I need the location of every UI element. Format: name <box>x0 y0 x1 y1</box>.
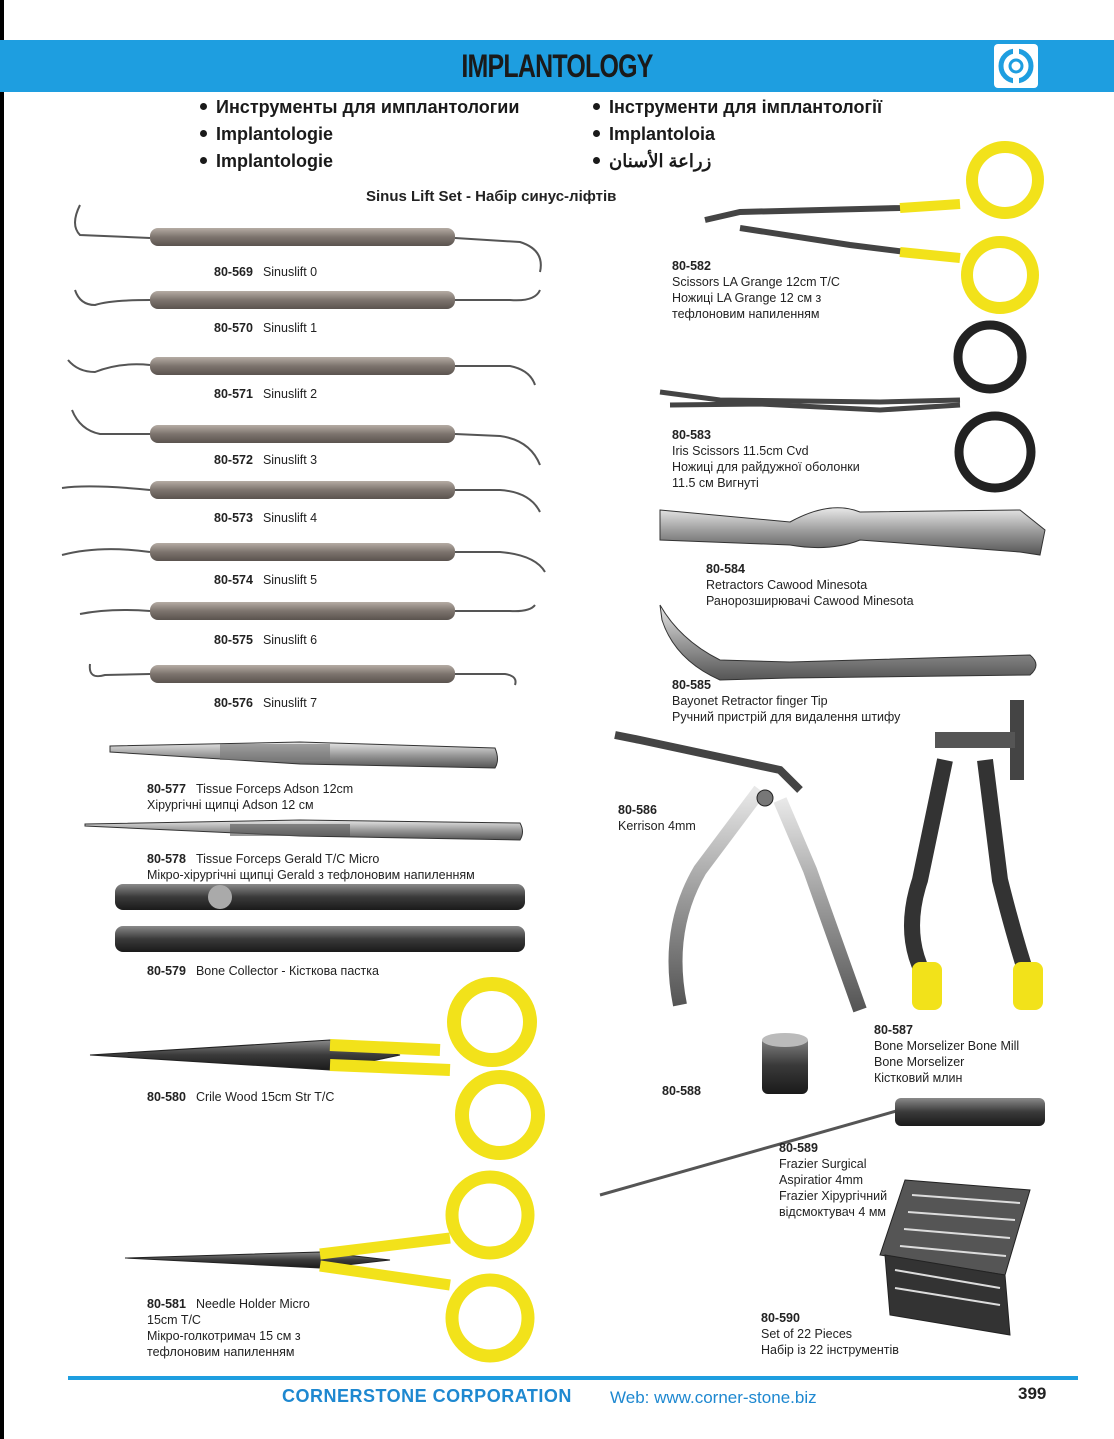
sinuslift-2-icon <box>68 357 535 385</box>
sinuslift-label-7: 80-576 Sinuslift 7 <box>214 696 318 710</box>
retractor-cawood-icon <box>660 508 1045 555</box>
sinuslift-0-icon <box>75 205 541 272</box>
tissue-forceps-gerald-icon <box>85 820 523 840</box>
kerrison-rongeur-icon <box>615 735 860 1010</box>
item-80-587-label: 80-587 Bone Morselizer Bone Mill Bone Morselizer Кістковий млин <box>874 1023 1020 1085</box>
bone-collector-icon <box>115 884 525 952</box>
sinuslift-label-6: 80-575 Sinuslift 6 <box>214 633 318 647</box>
item-80-582-label: 80-582 Scissors LA Grange 12cm T/C Ножиці LA Grange 12 см з тефлоновим напиленням <box>672 259 840 321</box>
instrument-set-box-icon <box>880 1180 1030 1335</box>
item-80-580-label: 80-580 Crile Wood 15cm Str T/C <box>147 1090 335 1104</box>
crile-wood-needle-holder-icon <box>90 984 538 1153</box>
sinuslift-4-icon <box>62 481 540 512</box>
item-80-585-label: 80-585 Bayonet Retractor finger Tip Ручний пристрій для видалення штифу <box>672 678 901 724</box>
bayonet-retractor-icon <box>660 605 1036 680</box>
item-80-577-label: 80-577 Tissue Forceps Adson 12cm Хірургічні щипці Adson 12 см <box>147 782 354 812</box>
item-80-588-label: 80-588 <box>662 1084 701 1098</box>
language-item: Інструменти для імплантології <box>593 94 882 121</box>
page-title: IMPLANTOLOGY <box>461 48 653 84</box>
item-80-590-label: 80-590 Set of 22 Pieces Набір із 22 інструментів <box>761 1311 899 1357</box>
language-item: Implantologie <box>200 121 519 148</box>
language-item: زراعة الأسنان <box>593 148 882 175</box>
bone-morselizer-icon <box>912 700 1043 1010</box>
item-80-589-label: 80-589 Frazier Surgical Aspiratior 4mm Frazier Хірургічний відсмоктувач 4 мм <box>779 1141 888 1219</box>
sinuslift-label-4: 80-573 Sinuslift 4 <box>214 511 318 525</box>
item-80-581-label: 80-581 Needle Holder Micro 15cm T/C Мікро-голкотримач 15 см з тефлоновим напиленням <box>147 1297 310 1359</box>
page-number: 399 <box>1018 1384 1047 1403</box>
sinuslift-label-5: 80-574 Sinuslift 5 <box>214 573 318 587</box>
item-80-583-label: 80-583 Iris Scissors 11.5cm Cvd Ножиці для райдужної оболонки 11.5 см Вигнуті <box>672 428 860 490</box>
sinuslift-label-3: 80-572 Sinuslift 3 <box>214 453 318 467</box>
sinuslift-7-icon <box>90 664 516 685</box>
item-80-579-label: 80-579 Bone Collector - Кісткова пастка <box>147 964 379 978</box>
item-80-578-label: 80-578 Tissue Forceps Gerald T/C Micro Мікро-хірургічні щипці Gerald з тефлоновим напиленням <box>147 852 475 882</box>
item-80-584-label: 80-584 Retractors Cawood Minesota Ранорозширювачі Cawood Minesota <box>706 562 914 608</box>
sinuslift-1-icon <box>75 290 540 309</box>
sinuslift-5-icon <box>62 543 545 572</box>
language-item: Инструменты для имплантологии <box>200 94 519 121</box>
language-item: Implantologie <box>200 148 519 175</box>
tissue-forceps-adson-icon <box>110 742 498 768</box>
sinuslift-6-icon <box>80 602 535 620</box>
sinuslift-label-1: 80-570 Sinuslift 1 <box>214 321 318 335</box>
sinuslift-label-0: 80-569 Sinuslift 0 <box>214 265 318 279</box>
footer-company: CORNERSTONE CORPORATION <box>282 1386 572 1406</box>
bone-mill-cylinder-icon <box>762 1033 808 1094</box>
footer-website[interactable]: Web: www.corner-stone.biz <box>610 1388 817 1407</box>
language-item: Implantoloia <box>593 121 882 148</box>
sinuslift-label-2: 80-571 Sinuslift 2 <box>214 387 318 401</box>
footer-divider <box>68 1376 1078 1380</box>
set-title: Sinus Lift Set - Набір синус-ліфтів <box>366 188 617 205</box>
item-80-586-label: 80-586 Kerrison 4mm <box>618 803 696 833</box>
